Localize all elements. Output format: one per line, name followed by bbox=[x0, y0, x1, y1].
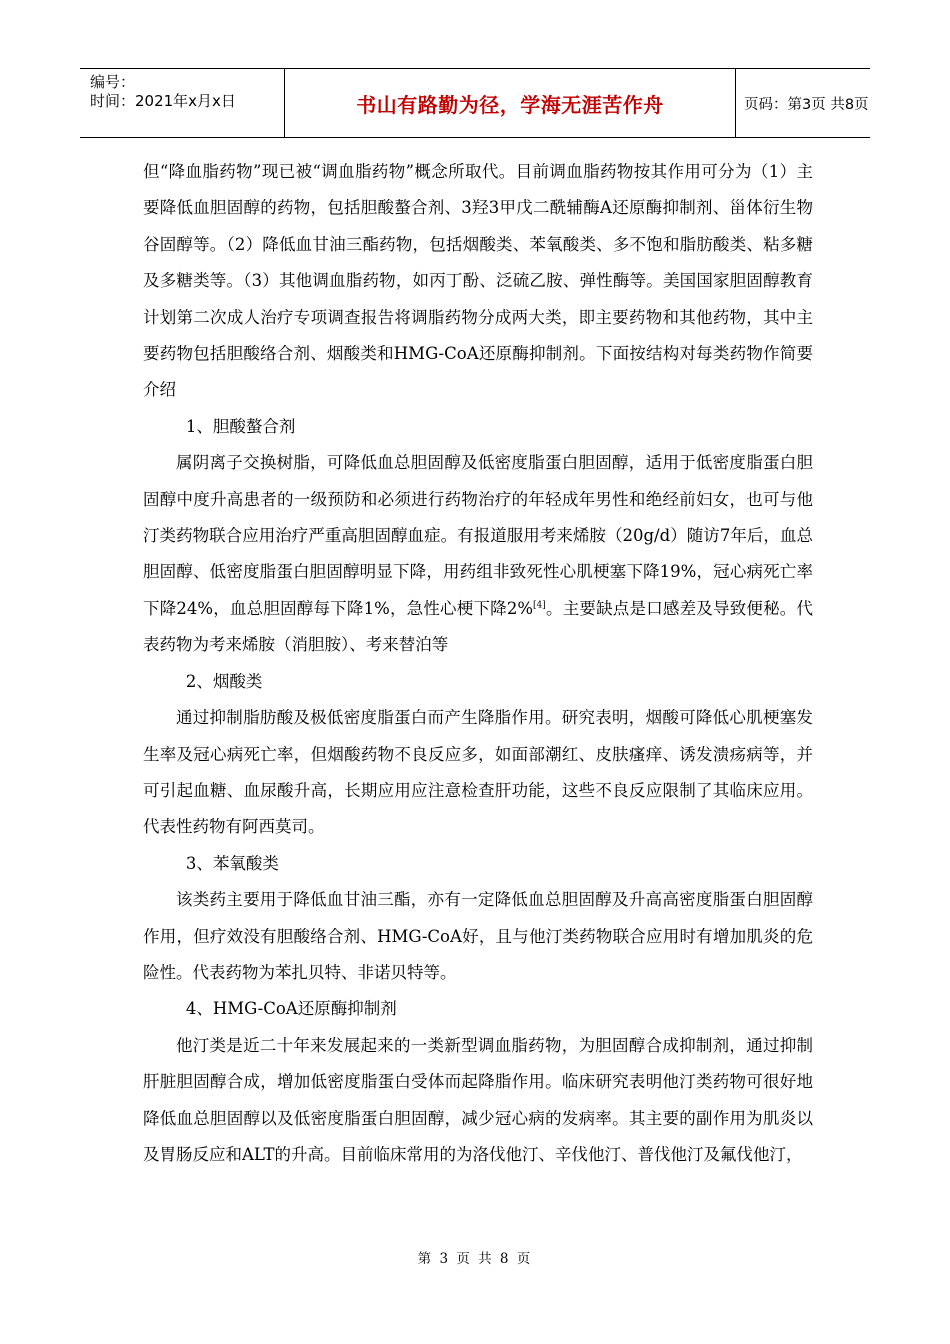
header-motto-cell bbox=[284, 69, 736, 137]
page-header bbox=[80, 68, 870, 138]
section-heading-1: 1、胆酸螯合剂 bbox=[185, 416, 296, 436]
paragraph-statins: 他汀类是近二十年来发展起来的一类新型调血脂药物，为胆固醇合成抑制剂，通过抑制肝脏胆固醇合成，增加低密度脂蛋白受体而起降脂作用。临床研究表明他汀类药物可很好地降低血总胆固醇以及低密度脂蛋白胆固醇，减少冠心病的发病率。其主要的副作用为肌炎以及胃肠反应和ALT的升高。目前临床常用的为洛伐他汀、辛伐他汀、普伐他汀及氟伐他汀， bbox=[143, 1035, 813, 1164]
section-heading-2: 2、烟酸类 bbox=[185, 671, 263, 691]
paragraph-text: 。主要缺点是口感差及导致便秘。代表药物为考来烯胺（消胆胺）、考来替泊等 bbox=[143, 598, 814, 655]
citation-ref: [4] bbox=[533, 600, 546, 611]
paragraph-intro: 但“降血脂药物”现已被“调血脂药物”概念所取代。目前调血脂药物按其作用可分为（1）主要降低血胆固醇的药物，包括胆酸螯合剂、3羟3甲戊二酰辅酶A还原酶抑制剂、甾体衍生物谷固醇等。（2）降低血甘油三酯药物，包括烟酸类、苯氧酸类、多不饱和脂肪酸类、粘多糖及多糖类等。（3）其他调血脂药物，如丙丁酚、泛硫乙胺、弹性酶等。美国国家胆固醇教育计划第二次成人治疗专项调查报告将调脂药物分成两大类，即主要药物和其他药物，其中主要药物包括胆酸络合剂、烟酸类和HMG-CoA还原酶抑制剂。下面按结构对每类药物作简要介绍 bbox=[143, 162, 813, 400]
paragraph-bile-acid bbox=[143, 445, 813, 663]
section-heading-4: 4、HMG-CoA还原酶抑制剂 bbox=[185, 999, 397, 1019]
header-left-cell bbox=[80, 69, 284, 137]
paragraph-niacin: 通过抑制脂肪酸及极低密度脂蛋白而产生降脂作用。研究表明，烟酸可降低心肌梗塞发生率及冠心病死亡率，但烟酸药物不良反应多，如面部潮红、皮肤瘙痒、诱发溃疡病等，并可引起血糖、血尿酸升高，长期应用应注意检查肝功能，这些不良反应限制了其临床应用。代表性药物有阿西莫司。 bbox=[143, 708, 813, 837]
section-heading-3: 3、苯氧酸类 bbox=[185, 853, 279, 873]
document-body bbox=[143, 154, 813, 1173]
document-date: 时间：2021年x月x日 bbox=[90, 92, 236, 110]
paragraph-text: 属阴离子交换树脂，可降低血总胆固醇及低密度脂蛋白胆固醇，适用于低密度脂蛋白胆固醇中度升高患者的一级预防和必须进行药物治疗的年轻成年男性和绝经前妇女，也可与他汀类药物联合应用治疗严重高胆固醇血症。有报道服用考来烯胺（20g/d）随访7年后，血总胆固醇、低密度脂蛋白胆固醇明显下降，用药组非致死性心肌梗塞下降19%，冠心病死亡率下降24%，血总胆固醇每下降1%，急性心梗下降2% bbox=[143, 453, 813, 618]
paragraph-fibrates: 该类药主要用于降低血甘油三酯，亦有一定降低血总胆固醇及升高高密度脂蛋白胆固醇作用，但疗效没有胆酸络合剂、HMG-CoA好，且与他汀类药物联合应用时有增加肌炎的危险性。代表药物为苯扎贝特、非诺贝特等。 bbox=[143, 890, 813, 982]
header-page-info: 页码：第3页 共8页 bbox=[744, 96, 869, 113]
header-motto: 书山有路勤为径，学海无涯苦作舟 bbox=[356, 92, 664, 117]
document-number-label: 编号： bbox=[90, 73, 136, 91]
page-footer: 第 3 页 共 8 页 bbox=[417, 1251, 533, 1267]
